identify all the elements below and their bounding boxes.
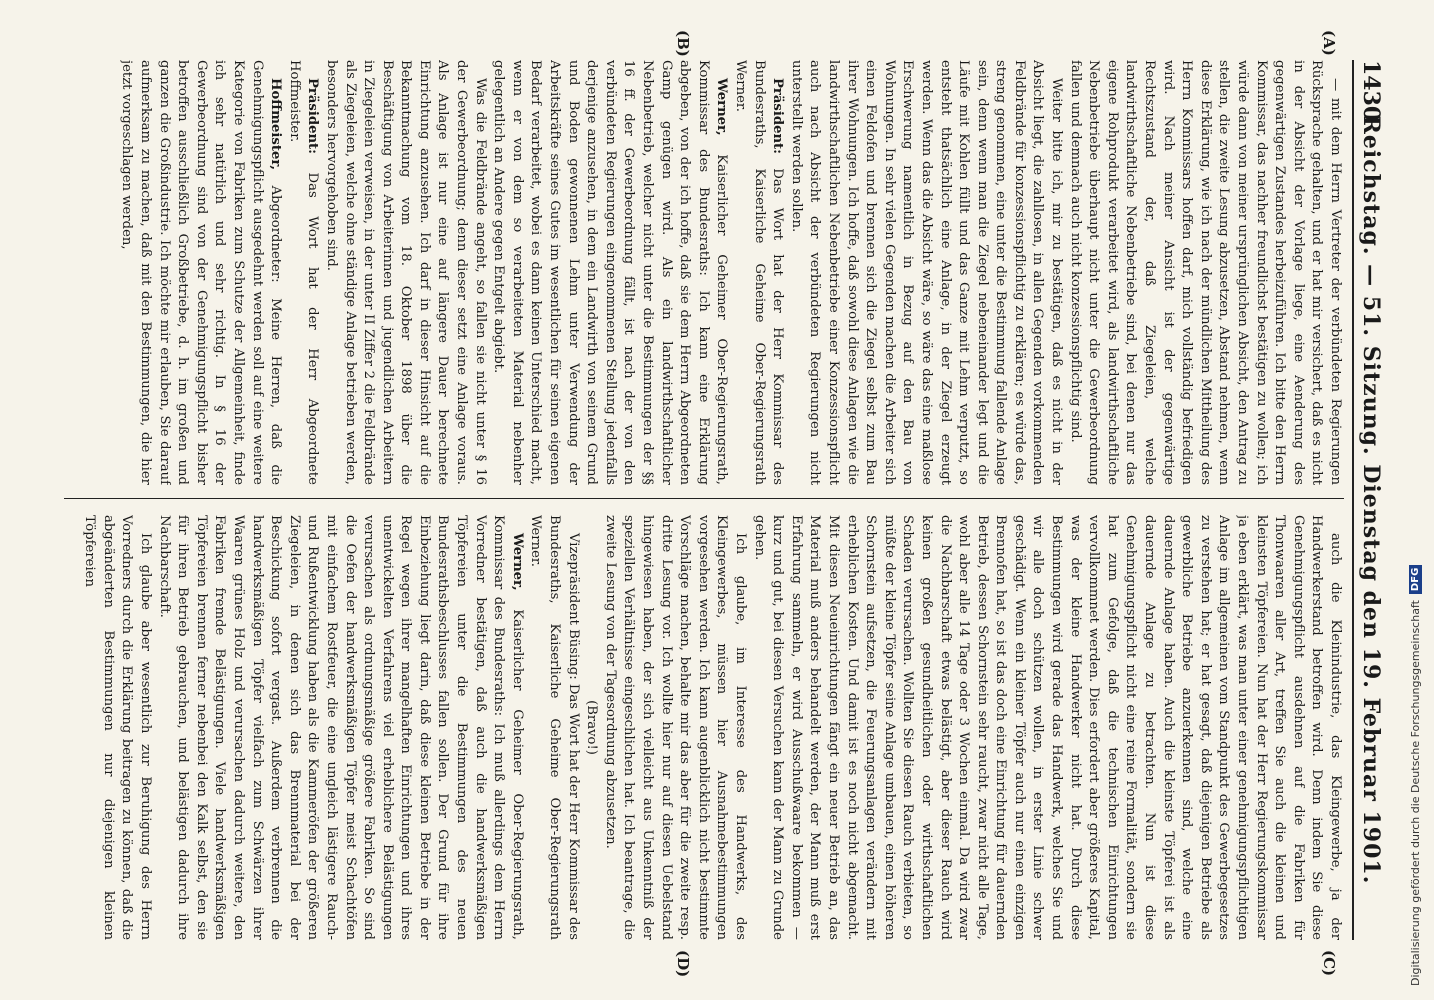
margin-mark-d: (D) xyxy=(674,950,692,978)
paragraph-text: Ich glaube aber wesentlich zur Beruhigung des Herrn Vorredners durch die Erklärung beitragen zu können, daß die abgeänderten Bestimmungen nur diejenigen kleinen Töpfereien xyxy=(82,515,153,940)
dfg-logo: DFG xyxy=(1409,565,1422,594)
margin-mark-c: (C) xyxy=(1320,950,1338,977)
footer-credit: Digitalisierung gefördert durch die Deutsche Forschungsgemeinschaft xyxy=(1408,600,1422,986)
header-rule xyxy=(1352,60,1354,940)
page-title: Reichstag. — 51. Sitzung. Dienstag den 19. Februar 1901. xyxy=(1358,115,1384,885)
paragraph-text: Was die Feldbrände angeht, so fallen sie nicht unter § 16 der Gewerbeordnung; denn dieser setzt eine Anlage voraus. Als Anlage ist nur eine auf längere Dauer berechnete Einrichtung anzusehen. Ich darf in dieser Hinsicht auf die Bekanntmachung vom 18. Oktober 1898 über die Beschäftigung von Arbeiterinnen und jugendlichen Arbeitern in Ziegeleien verweisen, in der unter II Ziffer 2 die Feldbrände als Ziegeleien, welche ohne ständige Anlage betrieben werden, besonders hervorgehoben sind. xyxy=(323,60,488,485)
paragraph xyxy=(117,60,284,485)
speaker-name: Präsident: xyxy=(770,78,786,155)
right-text-column xyxy=(64,515,1344,940)
paragraph-text: (Bravo!) xyxy=(584,700,600,755)
paragraph xyxy=(749,515,1344,940)
paragraph xyxy=(526,515,582,940)
paragraph xyxy=(321,60,488,485)
paragraph-text: Weiter bitte ich, mir zu bestätigen, daß es nicht in der Absicht liegt, die zahllosen, in allen Gegenden vorkommenden Feldbrände für konzessionspflichtig zu erklären; es würde das, streng genommen, eine unter die Bestimmung fallende Anlage sein, denn wenn man die Ziegel nebeneinander legt und die Läufe mit Kohlen füllt und das Ganze mit Lehm verputzt, so entsteht thatsächlich eine Anlage, in der Ziegel erzeugt werden. Wenn das die Absicht wäre, so wäre das eine maßlose Erschwerung namentlich in Bezug auf den Bau von Wohnungen. In sehr vielen Gegenden machen die Arbeiter sich einen Feldofen und brennen sich die Ziegel selbst zum Bau ihrer Wohnungen. Ich hoffe, daß sowohl diese Anlagen wie die landwirthschaftlichen Nebenbetriebe einer Konzessionspflicht auch nach Absicht der verbündeten Regierungen nicht unterstellt werden sollen. xyxy=(788,60,1065,485)
paragraph xyxy=(489,60,731,485)
page-number: 1430 xyxy=(1358,60,1384,122)
paragraph xyxy=(582,515,601,940)
paragraph xyxy=(600,515,749,940)
margin-mark-a: (A) xyxy=(1320,30,1338,56)
speaker-name: Präsident: xyxy=(305,78,321,155)
speaker-name: Hoffmeister, xyxy=(268,78,284,170)
paragraph-text: Kaiserlicher Geheimer Ober-Regierungsrath, Kommissar des Bundesraths: Ich kann eine Erklärung abgeben, von der ich hoffe, daß sie dem Herrn Abgeordneten Gamp genügen wird. Als ein landwirthschaftlicher Nebenbetrieb, welcher nicht unter die Bestimmungen der §§ 16 ff. der Gewerbeordnung fällt, ist nach der von den verbündeten Regierungen eingenommenen Stellung jedenfalls derjenige anzusehen, in dem ein Landwirth von seinem Grund und Boden gewonnenen Lehm unter Verwendung der Arbeitskräfte seines Gutes im wesentlichen für seinen eigenen Bedarf verarbeitet, wobei es dann keinen Unterschied macht, wenn er von dem so verarbeiteten Material nebenher gelegentlich an Andere gegen Entgelt abgiebt. xyxy=(491,60,730,485)
paragraph-text: Das Wort hat der Herr Kommissar des Bundesraths, Kaiserliche Geheime Ober-Regierungsrath Werner. xyxy=(733,60,786,485)
paragraph-text: Das Wort hat der Herr Abgeordnete Hoffmeister. xyxy=(286,60,321,485)
margin-mark-b: (B) xyxy=(674,30,692,57)
paragraph-text: Vizepräsident Büsing: Das Wort hat der Herr Kommissar des Bundesraths, Kaiserliche Geheime Ober-Regierungsrath Werner. xyxy=(528,515,581,940)
left-text-column xyxy=(64,60,1344,485)
page-header xyxy=(1354,60,1394,940)
paragraph-text: auch die Kleinindustrie, das Kleingewerbe, ja der Handwerkerstand betroffen wird. Denn indem Sie diese Genehmigungspflicht ausdehnen auf die Fabriken für Thonwaaren aller Art, treffen Sie auch die kleinen und kleinsten Töpfereien. Nun hat der Herr Regierungskommissar ja eben erklärt, was man unter einer genehmigungspflichtigen Anlage im allgemeinen vom Standpunkt des Gewerbegesetzes zu verstehen hat; er hat gesagt, daß diejenigen Betriebe als gewerbliche Betriebe anzuerkennen sind, welche eine dauernde Anlage haben. Auch die kleinste Töpferei ist als dauernde Anlage zu betrachten. Nun ist diese Genehmigungspflicht nicht eine reine Formalität, sondern sie hat zum Gefolge, daß die technischen Einrichtungen vervollkommnet werden. Dies erfordert aber größeres Kapital, was der kleine Handwerker nicht hat. Durch diese Bestimmungen wird gerade das Handwerk, welches Sie und wir alle doch schützen wollen, in erster Linie schwer geschädigt. Wenn ein kleiner Töpfer auch nur einen einzigen Brennofen hat, so ist das doch eine Einrichtung für dauernden Betrieb, dessen Schornstein sehr raucht, zwar nicht alle Tage, wohl aber alle 14 Tage oder 3 Wochen einmal. Da wird zwar die Nachbarschaft etwas belästigt, aber dieser Rauch wird keinen großen gesundheitlichen oder wirthschaftlichen Schaden verursachen. Wollten Sie diesen Rauch verbieten, so müßte der kleine Töpfer seine Anlage umbauen, einen höheren Schornstein aufsetzen, die Feuerungsanlagen verändern mit erheblichen Kosten. Und damit ist es noch nicht abgemacht. Mit diesen Neueinrichtungen fängt ein neuer Betrieb an, das Material muß anders behandelt werden, der Mann muß erst Erfahrung sammeln, er wird Ausschußwaare bekommen — kurz und gut, bei diesen Versuchen kann der Mann zu Grunde gehen. xyxy=(751,515,1343,940)
paragraph xyxy=(80,515,154,940)
paragraph xyxy=(154,515,526,940)
speaker-name: Werner, xyxy=(714,78,730,136)
speaker-name: Werner, xyxy=(509,533,525,591)
paragraph xyxy=(730,60,786,485)
paragraph-text: Ich glaube, im Interesse des Handwerks, des Kleingewerbes, müssen hier Ausnahmebestimmungen vorgesehen werden. Ich kann augenblicklich nicht bestimmte Vorschläge machen, behalte mir das aber für die zweite resp. dritte Lesung vor. Ich wollte hier nur auf diesen Uebelstand hingewiesen haben, der sich vielleicht aus Unkenntniß der speziellen Verhältnisse eingeschlichen hat. Ich beantrage, die zweite Lesung von der Tagesordnung abzusetzen. xyxy=(602,515,748,940)
paragraph xyxy=(1065,60,1344,485)
paragraph xyxy=(786,60,1065,485)
paragraph xyxy=(284,60,321,485)
column-divider xyxy=(64,498,1344,499)
paragraph-text: Abgeordneter: Meine Herren, daß die Genehmigungspflicht ausgedehnt werden soll auf eine weitere Kategorie von Fabriken zum Schutze der Allgemeinheit, finde ich sehr natürlich und sehr richtig. In § 16 der Gewerbeordnung sind von der Genehmigungspflicht bisher betroffen ausschließlich Großbetriebe, d. h. im großen und ganzen die Großindustrie. Ich möchte mir erlauben, Sie darauf aufmerksam zu machen, daß mit den Bestimmungen, die hier jetzt vorgeschlagen werden, xyxy=(119,60,284,485)
paragraph-text: — mit dem Herrn Vertreter der verbündeten Regierungen Rücksprache gehalten, und er hat mir versichert, daß es nicht in der Absicht der Vorlage liege, eine Aenderung des gegenwärtigen Zustandes herbeizuführen. Ich bitte den Herrn Kommissar, das nachher freundlichst bestätigen zu wollen; ich würde dann von meiner ursprünglichen Absicht, den Antrag zu stellen, die zweite Lesung abzusetzen, Abstand nehmen, wenn diese Erklärung, wie ich nach der mündlichen Mittheilung des Herrn Kommissars hoffen darf, mich vollständig befriedigen wird. Nach meiner Ansicht ist der gegenwärtige Rechtszustand der, daß Ziegeleien, welche landwirthschaftliche Nebenbetriebe sind, bei denen nur das eigene Rohprodukt verarbeitet wird, als landwirthschaftliche Nebenbetriebe überhaupt nicht unter die Gewerbeordnung fallen und demnach auch nicht konzessionspflichtig sind. xyxy=(1067,60,1343,485)
digitization-footer xyxy=(1402,0,1428,1000)
paragraph-text: Kaiserlicher Geheimer Ober-Regierungsrath, Kommissar des Bundesraths: Ich muß allerdings dem Herrn Vorredner bestätigen, daß auch die handwerksmäßigen Töpfereien unter die Bestimmungen des neuen Bundesrathsbeschlusses fallen sollen. Der Grund für ihre Einbeziehung liegt darin, daß diese kleinen Betriebe in der Regel wegen ihrer mangelhaften Einrichtungen und ihres unentwickelten Verfahrens viel erheblichere Belästigungen verursachen als ordnungsmäßige größere Fabriken. So sind die Oefen der handwerksmäßigen Töpfer meist Schachtöfen mit einfachem Rostfeuer, die eine ungleich lästigere Rauch- und Rußentwicklung haben als die Kammeröfen der größeren Ziegeleien, in denen sich das Brennmaterial bei der Beschickung sofort vergast. Außerdem verbrennen die handwerksmäßigen Töpfer vielfach zum Schwärzen ihrer Waaren grünes Holz und verursachen dadurch weitere, den Fabriken fremde Belästigungen. Viele handwerksmäßigen Töpfereien brennen ferner nebenbei den Kalk selbst, den sie für ihren Betrieb gebrauchen, und belästigen dadurch ihre Nachbarschaft. xyxy=(156,515,525,940)
